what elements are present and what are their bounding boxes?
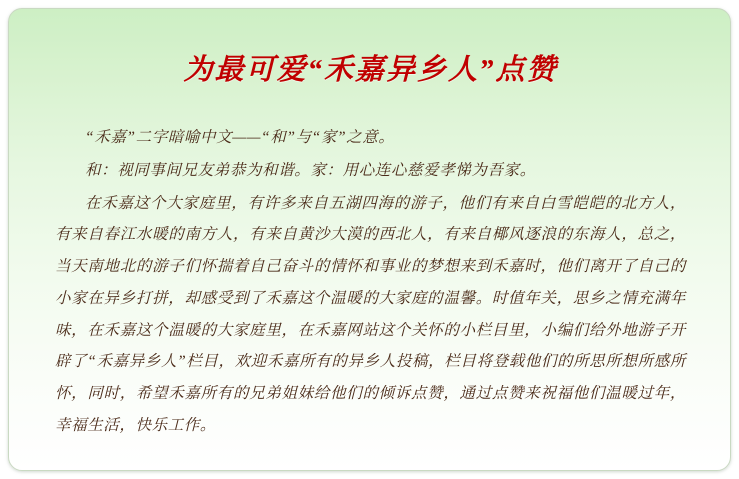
page-title: 为最可爱“禾嘉异乡人”点赞 [183,54,558,86]
paragraph-1: “禾嘉”二字暗喻中文——“和”与“家”之意。 [85,129,395,146]
document-body [55,122,686,442]
document-card [8,8,731,471]
paragraph-2: 和：视同事间兄友弟恭为和谐。家：用心连心慈爱孝悌为吾家。 [85,161,536,179]
paragraph-3: 在禾嘉这个大家庭里，有许多来自五湖四海的游子，他们有来自白雪皑皑的北方人，有来自春江水暖的南方人，有来自黄沙大漠的西北人，有来自椰风逐浪的东海人，总之，当天南地北的游子们怀揣着自己奋斗的情怀和事业的梦想来到禾嘉时，他们离开了自己的小家在异乡打拼，却感受到了禾嘉这个温暖的大家庭的温馨。时值年关，思乡之情充满年味，在禾嘉这个温暖的大家庭里，在禾嘉网站这个关怀的小栏目里，小编们给外地游子开辟了“禾嘉异乡人”栏目，欢迎禾嘉所有的异乡人投稿，栏目将登载他们的所思所想所感所怀，同时，希望禾嘉所有的兄弟姐妹给他们的倾诉点赞，通过点赞来祝福他们温暖过年，幸福生活，快乐工作。 [55,194,686,434]
document-inner [9,9,730,470]
